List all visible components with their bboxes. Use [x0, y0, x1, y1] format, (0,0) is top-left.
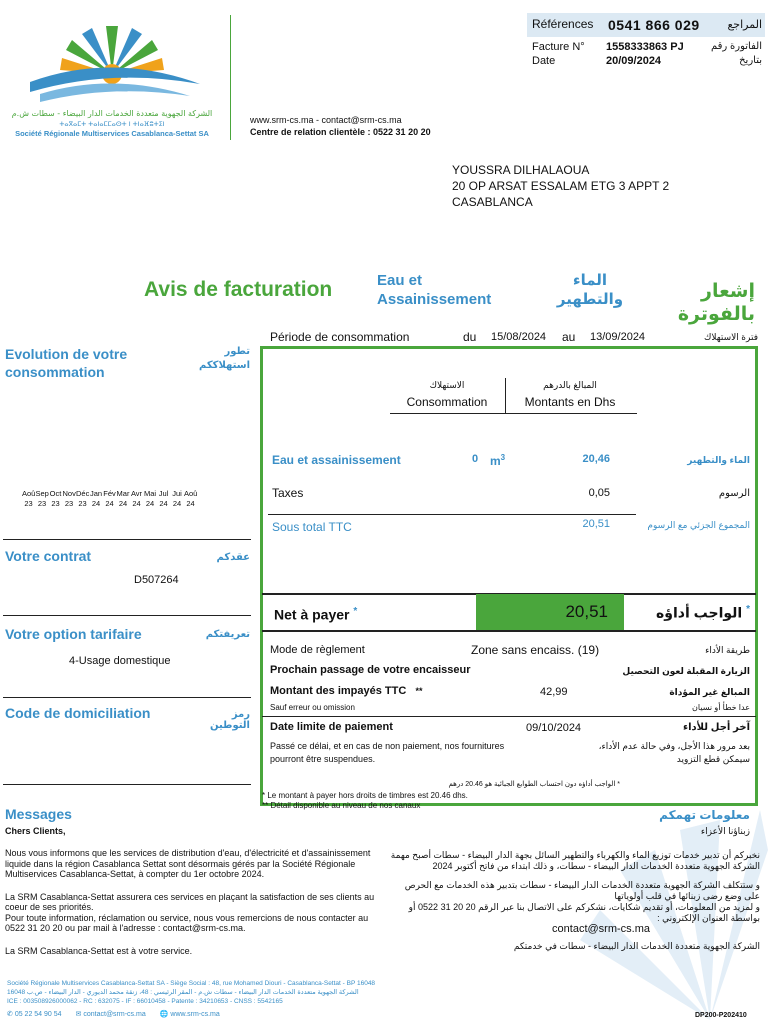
title-avis-ar: إشعار بالفوترة: [677, 281, 755, 325]
sidebar-divider-1: [3, 539, 251, 540]
limit-label: Date limite de paiement: [270, 721, 393, 733]
impayes-star: **: [415, 686, 423, 696]
net-label-text: Net à payer: [274, 606, 350, 623]
period-label: Période de consommation: [270, 330, 410, 344]
sidebar-divider-2: [3, 615, 251, 616]
ref-label-ar: المراجع: [727, 19, 762, 31]
evolution-title: Evolution de votre consommation: [5, 346, 128, 380]
chart-tick-year: 24: [159, 499, 168, 508]
chart-tick-month: Fév: [103, 489, 116, 498]
limit-value: 09/10/2024: [526, 722, 582, 734]
impayes-label-ar: المبالغ غير المؤداة: [669, 687, 750, 697]
customer-city: CASABLANCA: [452, 195, 533, 209]
mail-icon: ✉: [75, 1011, 82, 1018]
messages-title-ar: معلومات تهمكم: [659, 808, 750, 822]
chart-tick-label: [36, 489, 49, 509]
date-label: Date: [532, 55, 556, 67]
company-logo: [10, 12, 215, 142]
chart-tick-year: 24: [91, 499, 101, 508]
subtotal-label-ar: المجموع الجزئي مع الرسوم: [647, 520, 750, 530]
footer-contacts: [7, 1010, 220, 1018]
footnotes: [262, 791, 468, 811]
period-end: 13/09/2024: [590, 331, 646, 343]
consumption-chart: [20, 400, 215, 515]
footer-line3: ICE : 003508926000062 - RC : 632075 - IF : 66010458 - Patente : 34210653 - CNSS : 5542165: [7, 998, 283, 1005]
notice-ar-line2: سيمكن قطع التزويد: [676, 754, 750, 764]
impayes-label: [270, 685, 422, 697]
footer-web[interactable]: [160, 1010, 220, 1018]
footer-web-text: www.srm-cs.ma: [170, 1011, 220, 1018]
notice-line1: Passé ce délai, et en cas de non paiement, nos fournitures: [270, 741, 505, 751]
message-fr: [5, 848, 375, 956]
footer-phone: [7, 1010, 62, 1018]
logo-mark: [30, 26, 200, 102]
chart-tick-label: [157, 489, 170, 509]
logo-text-fr: Société Régionale Multiservices Casablanca-Settat SA: [15, 129, 209, 138]
sauf-label-ar: عدا خطأ أو نسيان: [692, 703, 750, 712]
chart-tick-label: [90, 489, 103, 509]
date-label-ar: بتاريخ: [739, 55, 762, 66]
mode-label-ar: طريقة الأداء: [705, 645, 750, 655]
period-au: au: [562, 330, 576, 344]
contrat-value: D507264: [134, 574, 179, 586]
domiciliation-title-ar: رمز التوطين: [209, 709, 250, 731]
eau-unit: m: [490, 454, 501, 468]
chart-tick-year: 23: [24, 499, 33, 508]
chart-tick-label: [63, 489, 76, 509]
message-p4: La SRM Casablanca-Settat est à votre service.: [5, 945, 193, 956]
title-avis: Avis de facturation: [144, 278, 333, 301]
taxes-row-label: Taxes: [272, 486, 304, 500]
net-label-ar-text: الواجب أداؤه: [656, 604, 743, 621]
chart-tick-year: 23: [51, 499, 60, 508]
chart-tick-label: [103, 489, 116, 509]
chart-tick-year: 24: [172, 499, 182, 508]
footer-line2: الشركة الجهوية متعددة الخدمات الدار البيضاء - سطات ش.م - المقر الرئيسي : 48، زنقة محمد الديوري - الدار البيضاء - ص.ب 16048: [7, 989, 359, 996]
eau-row-label: Eau et assainissement: [272, 453, 401, 467]
chart-tick-label: [144, 489, 157, 509]
greeting-ar: زبناؤنا الأعزاء: [700, 826, 750, 836]
chart-tick-label: [22, 489, 35, 509]
option-value: 4-Usage domestique: [69, 655, 171, 667]
chart-tick-month: Jul: [158, 489, 169, 498]
message-ar1: نخبركم أن تدبير خدمات توزيع الماء والكهرباء والتطهير السائل بجهة الدار البيضاء - سطات أصبح مهمة الشركة الجهوية متعددة الخدمات الدار البيضاء - سطات، و ذلك ابتداء من فاتح أكتوبر 2024: [390, 850, 760, 871]
chart-axis-labels: [20, 489, 215, 513]
mode-value: Zone sans encaiss. (19): [471, 643, 600, 657]
footnote-fr2: ** Détail disponible au niveau de nos canaux: [262, 801, 421, 810]
footer-line1: Société Régionale Multiservices Casablanca-Settat SA - Siège Social : 48, rue Mohamed Diouri - Casablanca-Settat - BP 16048: [7, 980, 376, 987]
chart-tick-year: 24: [118, 499, 128, 508]
greeting: Chers Clients,: [5, 826, 66, 836]
net-star-ar: *: [746, 604, 750, 615]
doc-code: DP200-P202410: [695, 1012, 747, 1019]
header-separator: [505, 378, 506, 413]
footer-legal: [7, 979, 477, 1006]
eau-unit-sup: 3: [500, 453, 506, 462]
consumption-chart-svg: [20, 400, 215, 488]
footer-phone-text: 05 22 54 90 54: [14, 1011, 62, 1018]
customer-address: [452, 162, 669, 210]
title-eau-line2: Assainissement: [377, 291, 492, 308]
logo-text-amazigh: ⵜⴰⴳⴰⵎⵜ ⵜⴰⵏⴰⵎⵎⴰⵙⵜ ⵏ ⵜⵏⴰⴼⵓⵜⵉⵏ: [59, 120, 165, 128]
customer-address-line: 20 OP ARSAT ESSALAM ETG 3 APPT 2: [452, 179, 670, 193]
chart-tick-month: Aoû: [184, 489, 198, 498]
chart-tick-month: Sep: [35, 489, 49, 498]
footnote-fr1: * Le montant à payer hors droits de timbres est 20.46 dhs.: [262, 791, 468, 800]
period-label-ar: فترة الاستهلاك: [703, 332, 758, 342]
chart-tick-label: [171, 489, 184, 509]
footer-email-text: contact@srm-cs.ma: [83, 1011, 146, 1018]
notice-ar: [560, 740, 750, 766]
chart-tick-label: [117, 489, 130, 509]
chart-tick-month: Mar: [116, 489, 130, 498]
chart-tick-label: [76, 489, 89, 509]
message-ar: [390, 850, 760, 952]
option-title-ar: تعريفتكم: [205, 629, 250, 640]
subtotal-line: [268, 514, 636, 515]
message-ar-email: contact@srm-cs.ma: [552, 923, 650, 935]
contrat-title-ar: عقدكم: [216, 552, 250, 563]
footnote-ar: * الواجب أداؤه دون احتساب الطوابع الجبائية هو 20.46 درهم: [448, 781, 620, 788]
chart-tick-year: 23: [37, 499, 47, 508]
chart-tick-year: 24: [186, 499, 195, 508]
montants-header: Montants en Dhs: [524, 395, 616, 409]
taxes-row-amount: 0,05: [588, 487, 610, 499]
message-ar4: الشركة الجهوية متعددة الخدمات الدار البيضاء - سطات في خدمتكم: [513, 941, 760, 951]
messages-title: Messages: [5, 806, 72, 822]
message-ar3: و لمزيد من المعلومات، أو تقديم شكايات، نشكركم على الاتصال بنا عبر الرقم 20 20 31 0522 أو بواسطة العنوان الإلكتروني :: [408, 902, 760, 923]
sidebar-divider-3: [3, 697, 251, 698]
date-value: 20/09/2024: [606, 55, 662, 67]
chart-tick-year: 24: [105, 499, 114, 508]
title-eau: [377, 271, 491, 309]
chart-tick-label: [130, 489, 143, 509]
impayes-value: 42,99: [540, 686, 568, 698]
notice: [270, 740, 504, 766]
limit-label-ar: آخر أجل للأداء: [683, 722, 750, 733]
impayes-label-text: Montant des impayés TTC: [270, 685, 407, 697]
title-eau-line1: Eau et: [377, 272, 423, 289]
notice-line2: pourront être suspendues.: [270, 754, 376, 764]
net-bottom-line: [262, 630, 756, 632]
domiciliation-title: Code de domiciliation: [5, 705, 151, 721]
title-eau-ar-line2: والتطهير: [556, 291, 624, 308]
subtotal-amount: 20,51: [582, 518, 610, 530]
limit-top-line: [262, 716, 756, 717]
logo-text-ar: الشركة الجهوية متعددة الخدمات الدار البيضاء - سطات ش.م: [11, 109, 213, 118]
title-eau-ar-line1: الماء: [572, 272, 608, 289]
period-start: 15/08/2024: [491, 331, 547, 343]
chart-tick-label: [184, 489, 197, 509]
chart-tick-month: Déc: [76, 489, 90, 498]
contrat-title: Votre contrat: [5, 548, 92, 564]
net-label-ar: [630, 604, 750, 622]
taxes-row-label-ar: الرسوم: [718, 488, 750, 499]
chart-tick-month: Jui: [172, 489, 182, 498]
footer-email[interactable]: [76, 1010, 146, 1018]
relation-line: Centre de relation clientèle : 0522 31 20 20: [250, 127, 431, 137]
eau-row-unit: [490, 453, 505, 468]
notice-ar-line1: بعد مرور هذا الأجل، وفي حالة عدم الأداء،: [598, 741, 750, 751]
message-p1: Nous vous informons que les services de distribution d'eau, d'électricité et d'assainissement liquide dans la région Casablanca Settat sont désormais gérés par la Société Régionale Multiservices Casablanca-Settat, à compter du 1er octobre 2024.: [5, 848, 371, 879]
invoice-value: 1558333863 PJ: [606, 41, 684, 53]
consommation-header-ar: الاستهلاك: [429, 380, 465, 390]
consommation-header: Consommation: [406, 395, 488, 409]
chart-tick-month: Avr: [130, 489, 143, 498]
chart-tick-year: 24: [132, 499, 141, 508]
chart-tick-month: Aoû: [22, 489, 36, 498]
logo-divider: [230, 15, 231, 140]
title-eau-ar: [555, 271, 625, 309]
chart-tick-month: Mai: [143, 489, 157, 498]
eau-row-amount: 20,46: [582, 453, 610, 465]
subtotal-label: Sous total TTC: [272, 520, 352, 534]
net-star: *: [353, 606, 358, 617]
invoice-label: Facture N°: [532, 41, 585, 53]
next-label: Prochain passage de votre encaisseur: [270, 664, 471, 676]
message-p3: Pour toute information, réclamation ou service, nous vous remercions de nous contacter au 0522 31 20 20 ou par mail à l'adresse : contact@srm-cs.ma.: [5, 912, 369, 933]
chart-tick-label: [49, 489, 62, 509]
sauf-label: Sauf erreur ou omission: [270, 703, 355, 712]
net-label: [274, 606, 357, 623]
header-underline: [390, 413, 637, 414]
chart-tick-year: 23: [64, 499, 74, 508]
chart-tick-month: Oct: [49, 489, 62, 498]
ref-label: Références: [532, 17, 594, 31]
chart-tick-year: 23: [78, 499, 87, 508]
period-du: du: [463, 330, 477, 344]
montants-header-ar: المبالغ بالدرهم: [543, 380, 597, 390]
evolution-title-ar: تطور استهلاككم: [198, 346, 250, 371]
ref-value: 0541 866 029: [608, 17, 700, 33]
chart-tick-year: 24: [145, 499, 155, 508]
phone-icon: ✆: [7, 1011, 13, 1018]
billing-frame: [260, 346, 758, 806]
message-ar2: و ستتكلف الشركة الجهوية متعددة الخدمات الدار البيضاء - سطات بتدبير هذه الخدمات مع الحرص على وضع رضى زبنائها في قلب أولوياتها: [404, 880, 760, 901]
eau-row-qty: 0: [472, 453, 479, 465]
message-p2: La SRM Casablanca-Settat assurera ces services en plaçant la satisfaction de ses clients au coeur de ses priorités.: [5, 891, 375, 912]
sidebar-divider-4: [3, 784, 251, 785]
contact-line: www.srm-cs.ma - contact@srm-cs.ma: [250, 115, 402, 125]
next-label-ar: الزيارة المقبلة لعون التحصيل: [622, 666, 750, 676]
net-amount: 20,51: [565, 602, 608, 621]
customer-name: YOUSSRA DILHALAOUA: [452, 163, 590, 177]
chart-tick-month: Nov: [62, 489, 76, 498]
eau-row-label-ar: الماء والتطهير: [687, 455, 750, 465]
chart-tick-month: Jan: [89, 489, 103, 498]
globe-icon: 🌐: [159, 1011, 169, 1018]
invoice-label-ar: الفاتورة رقم: [711, 41, 762, 52]
option-title: Votre option tarifaire: [5, 626, 142, 642]
mode-label: Mode de règlement: [270, 644, 365, 656]
